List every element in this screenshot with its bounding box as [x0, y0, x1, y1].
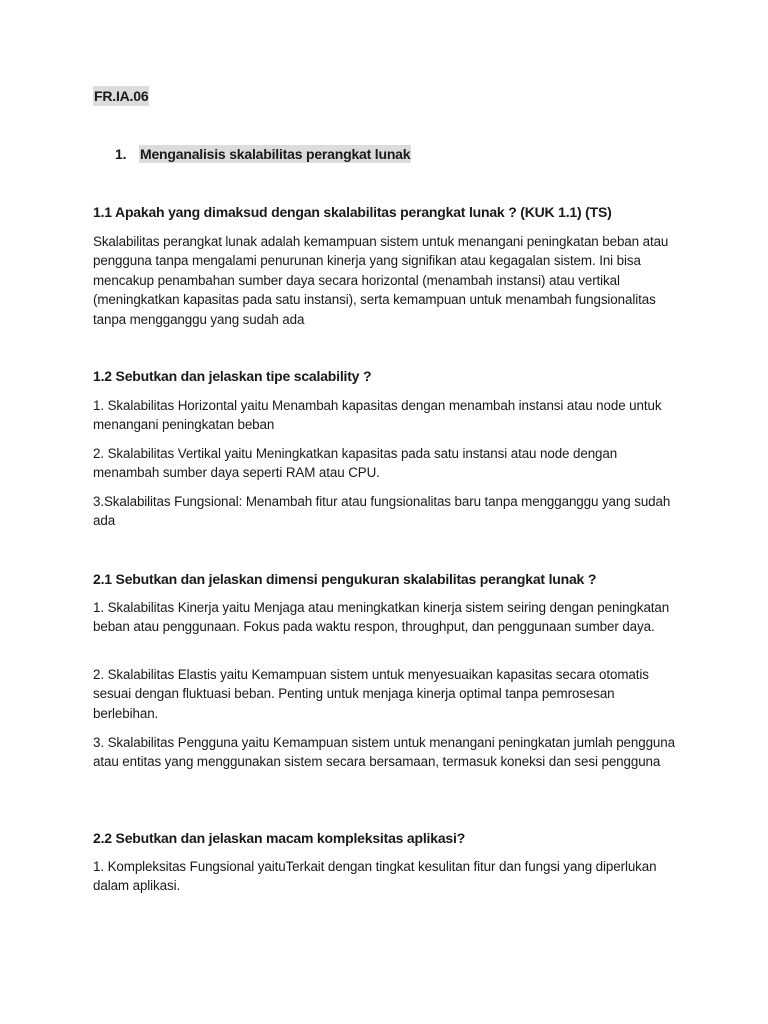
- answer-paragraph: 2. Skalabilitas Vertikal yaitu Meningkatkan kapasitas pada satu instansi atau node dengan menambah sumber daya seperti RAM atau CPU.: [93, 446, 618, 481]
- document-code: FR.IA.06: [94, 88, 149, 104]
- section-heading: [115, 145, 411, 163]
- section-title: Menganalisis skalabilitas perangkat lunak: [140, 146, 411, 162]
- question-heading: 1.1 Apakah yang dimaksud dengan skalabilitas perangkat lunak ? (KUK 1.1) (TS): [93, 204, 612, 220]
- answer-paragraph: 3. Skalabilitas Pengguna yaitu Kemampuan sistem untuk menangani peningkatan jumlah pengguna atau entitas yang menggunakan sistem secara bersamaan, termasuk koneksi dan sesi pengguna: [93, 735, 675, 770]
- question-heading: 1.2 Sebutkan dan jelaskan tipe scalability ?: [93, 368, 372, 384]
- question-heading: 2.1 Sebutkan dan jelaskan dimensi pengukuran skalabilitas perangkat lunak ?: [93, 571, 597, 587]
- answer-paragraph: 1. Skalabilitas Kinerja yaitu Menjaga atau meningkatkan kinerja sistem seiring dengan peningkatan beban atau penggunaan. Fokus pada waktu respon, throughput, dan penggunaan sumber daya.: [93, 600, 670, 635]
- question-heading: 2.2 Sebutkan dan jelaskan macam kompleksitas aplikasi?: [93, 830, 466, 846]
- answer-paragraph: 1. Kompleksitas Fungsional yaituTerkait dengan tingkat kesulitan fitur dan fungsi yang diperlukan dalam aplikasi.: [93, 859, 657, 894]
- answer-paragraph: Skalabilitas perangkat lunak adalah kemampuan sistem untuk menangani peningkatan beban atau pengguna tanpa mengalami penurunan kinerja yang signifikan atau kegagalan sistem. Ini bisa mencakup penambahan sumber daya secara horizontal (menambah instansi) atau vertikal (meningkatkan kapasitas pada satu instansi), serta kemampuan untuk menambah fungsionalitas tanpa mengganggu yang sudah ada: [93, 234, 669, 327]
- answer-paragraph: 1. Skalabilitas Horizontal yaitu Menambah kapasitas dengan menambah instansi atau node untuk menangani peningkatan beban: [93, 398, 662, 433]
- section-number: 1.: [115, 146, 127, 162]
- answer-paragraph: 3.Skalabilitas Fungsional: Menambah fitur atau fungsionalitas baru tanpa mengganggu yang sudah ada: [93, 494, 671, 529]
- answer-paragraph: 2. Skalabilitas Elastis yaitu Kemampuan sistem untuk menyesuaikan kapasitas secara otomatis sesuai dengan fluktuasi beban. Penting untuk menjaga kinerja optimal tanpa pemrosesan berlebihan.: [93, 667, 649, 721]
